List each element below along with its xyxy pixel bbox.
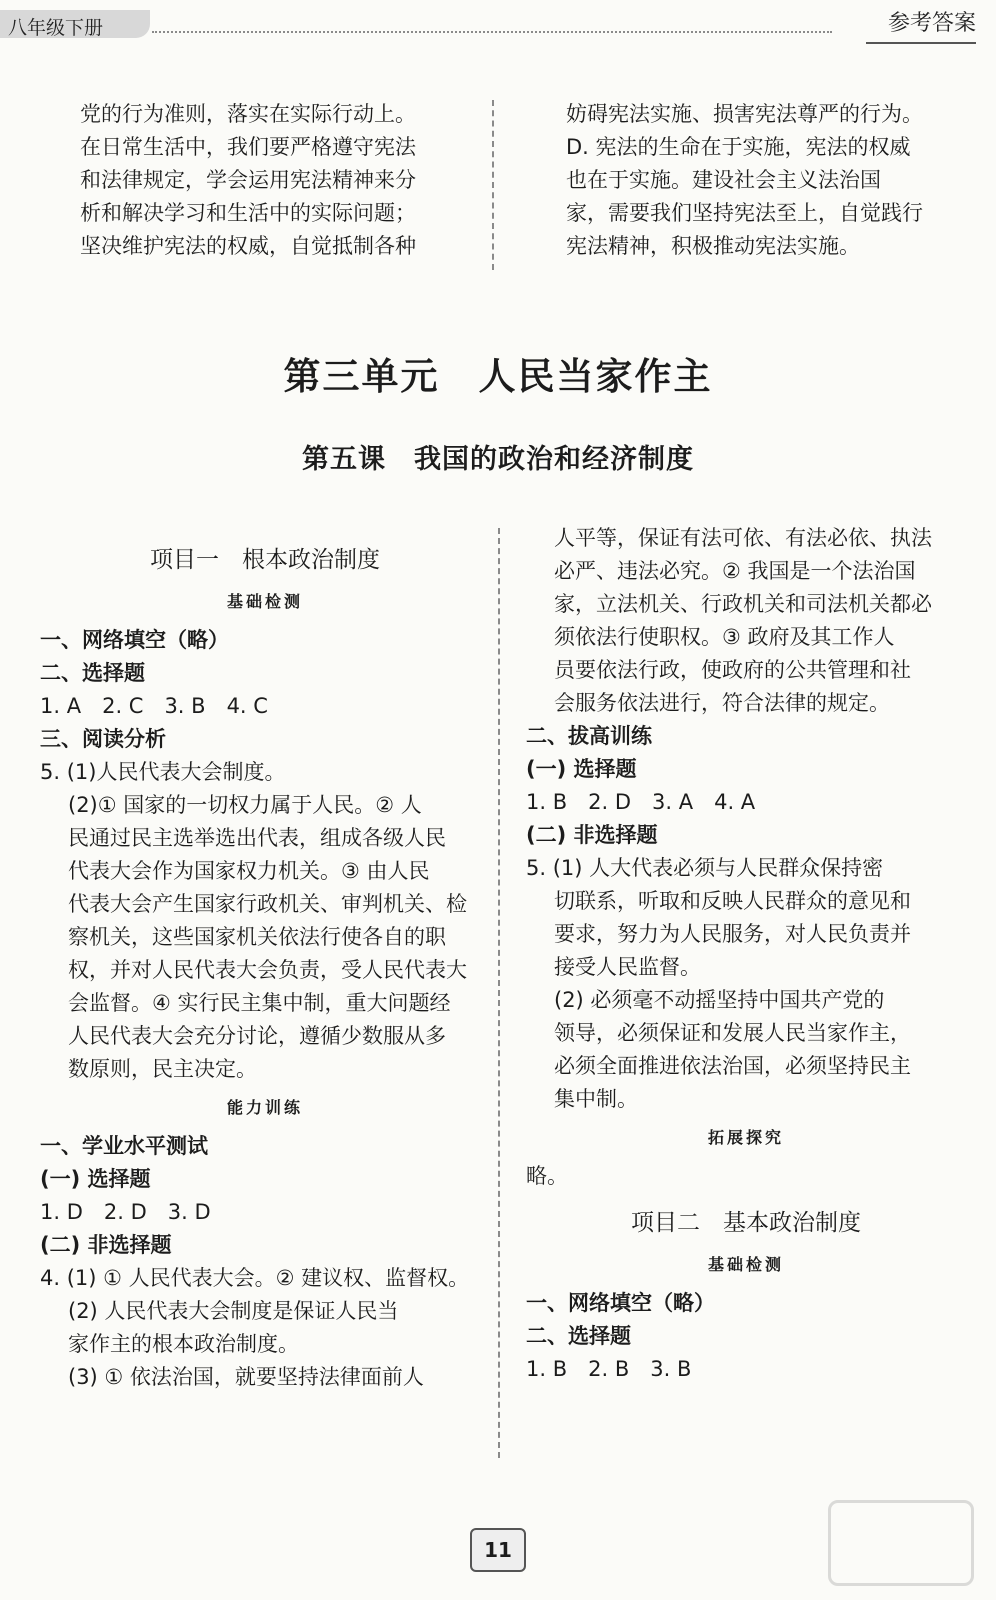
project-title: 项目一 根本政治制度 xyxy=(150,547,380,573)
question-heading: 一、学业水平测试 xyxy=(40,1134,208,1158)
answer-line: 5. (1) 人大代表必须与人民群众保持密 xyxy=(526,856,884,880)
section-heading: 基础检测 xyxy=(226,592,303,611)
answer-line: 代表大会作为国家权力机关。③ 由人民 xyxy=(68,859,430,883)
answer-line: (2)① 国家的一切权力属于人民。② 人 xyxy=(68,793,422,817)
left-column xyxy=(40,540,490,1394)
question-heading: (二) 非选择题 xyxy=(526,823,658,847)
answer-line: 会服务依法进行，符合法律的规定。 xyxy=(554,691,890,715)
question-heading: (一) 选择题 xyxy=(40,1167,151,1191)
answer-line: 人平等，保证有法可依、有法必依、执法 xyxy=(554,526,932,550)
answer-line: 民通过民主选举选出代表，组成各级人民 xyxy=(68,826,446,850)
header-rule xyxy=(152,31,832,33)
answer-line: (3) ① 依法治国，就要坚持法律面前人 xyxy=(68,1365,424,1389)
question-heading: (二) 非选择题 xyxy=(40,1233,172,1257)
answer-line: 员要依法行政，使政府的公共管理和社 xyxy=(554,658,911,682)
text-line: 也在于实施。建设社会主义法治国 xyxy=(566,168,881,192)
section-heading: 拓展探究 xyxy=(707,1128,784,1147)
answer-line: 接受人民监督。 xyxy=(554,955,701,979)
text-line: 坚决维护宪法的权威，自觉抵制各种 xyxy=(80,234,416,258)
answer-line: 人民代表大会充分讨论，遵循少数服从多 xyxy=(68,1024,446,1048)
section-heading: 基础检测 xyxy=(707,1255,784,1274)
text-line: 妨碍宪法实施、损害宪法尊严的行为。 xyxy=(566,102,923,126)
answer-line: 1. A 2. C 3. B 4. C xyxy=(40,694,268,718)
question-heading: 二、拔高训练 xyxy=(526,724,652,748)
answer-line: 5. (1)人民代表大会制度。 xyxy=(40,760,286,784)
answer-line: 1. B 2. B 3. B xyxy=(526,1357,692,1381)
answers-title: 参考答案 xyxy=(887,11,976,36)
answer-line: 会监督。④ 实行民主集中制，重大问题经 xyxy=(68,991,451,1015)
column-divider-main xyxy=(498,528,500,1458)
question-heading: 一、网络填空（略） xyxy=(526,1291,715,1315)
text-line: 析和解决学习和生活中的实际问题； xyxy=(80,201,416,225)
section-heading: 能力训练 xyxy=(226,1098,303,1117)
answer-line: 家作主的根本政治制度。 xyxy=(68,1332,299,1356)
answer-line: 1. D 2. D 3. D xyxy=(40,1200,211,1224)
top-right-paragraph xyxy=(566,98,976,263)
question-heading: (一) 选择题 xyxy=(526,757,637,781)
answer-line: 数原则，民主决定。 xyxy=(68,1057,257,1081)
answer-line: 家，立法机关、行政机关和司法机关都必 xyxy=(554,592,932,616)
answer-line: 切联系，听取和反映人民群众的意见和 xyxy=(554,889,911,913)
question-heading: 二、选择题 xyxy=(40,661,145,685)
text-line: 党的行为准则，落实在实际行动上。 xyxy=(80,102,416,126)
lesson-title: 第五课 我国的政治和经济制度 xyxy=(302,444,694,475)
page-number: 11 xyxy=(470,1528,526,1572)
answer-line: 必须全面推进依法治国，必须坚持民主 xyxy=(554,1054,911,1078)
question-heading: 三、阅读分析 xyxy=(40,727,166,751)
text-line: 家，需要我们坚持宪法至上，自觉践行 xyxy=(566,201,923,225)
answer-line: (2) 人民代表大会制度是保证人民当 xyxy=(68,1299,399,1323)
text-line: 宪法精神，积极推动宪法实施。 xyxy=(566,234,860,258)
right-column xyxy=(526,522,966,1386)
watermark-stamp xyxy=(828,1500,974,1586)
question-heading: 一、网络填空（略） xyxy=(40,628,229,652)
column-divider-top xyxy=(492,100,494,270)
text-line: D. 宪法的生命在于实施，宪法的权威 xyxy=(566,135,911,159)
grade-tag-text: 八年级下册 xyxy=(8,17,104,39)
answer-line: 代表大会产生国家行政机关、审判机关、检 xyxy=(68,892,467,916)
text-line: 在日常生活中，我们要严格遵守宪法 xyxy=(80,135,416,159)
answer-line: 领导，必须保证和发展人民当家作主， xyxy=(554,1021,911,1045)
answer-line: 须依法行使职权。③ 政府及其工作人 xyxy=(554,625,895,649)
answer-line: 1. B 2. D 3. A 4. A xyxy=(526,790,756,814)
text-line: 和法律规定，学会运用宪法精神来分 xyxy=(80,168,416,192)
answer-line: 集中制。 xyxy=(554,1087,638,1111)
answer-line: 必严、违法必究。② 我国是一个法治国 xyxy=(554,559,916,583)
top-left-paragraph xyxy=(80,98,480,263)
answer-line: (2) 必须毫不动摇坚持中国共产党的 xyxy=(554,988,885,1012)
answer-line: 权，并对人民代表大会负责，受人民代表大 xyxy=(68,958,467,982)
grade-tag xyxy=(0,10,150,38)
header-title-underline xyxy=(866,42,976,44)
question-heading: 二、选择题 xyxy=(526,1324,631,1348)
answer-line: 4. (1) ① 人民代表大会。② 建议权、监督权。 xyxy=(40,1266,470,1290)
unit-title: 第三单元 人民当家作主 xyxy=(283,355,713,398)
answer-line: 要求，努力为人民服务，对人民负责并 xyxy=(554,922,911,946)
answer-line: 略。 xyxy=(526,1164,568,1188)
answer-line: 察机关，这些国家机关依法行使各自的职 xyxy=(68,925,446,949)
project-title: 项目二 基本政治制度 xyxy=(631,1210,861,1236)
